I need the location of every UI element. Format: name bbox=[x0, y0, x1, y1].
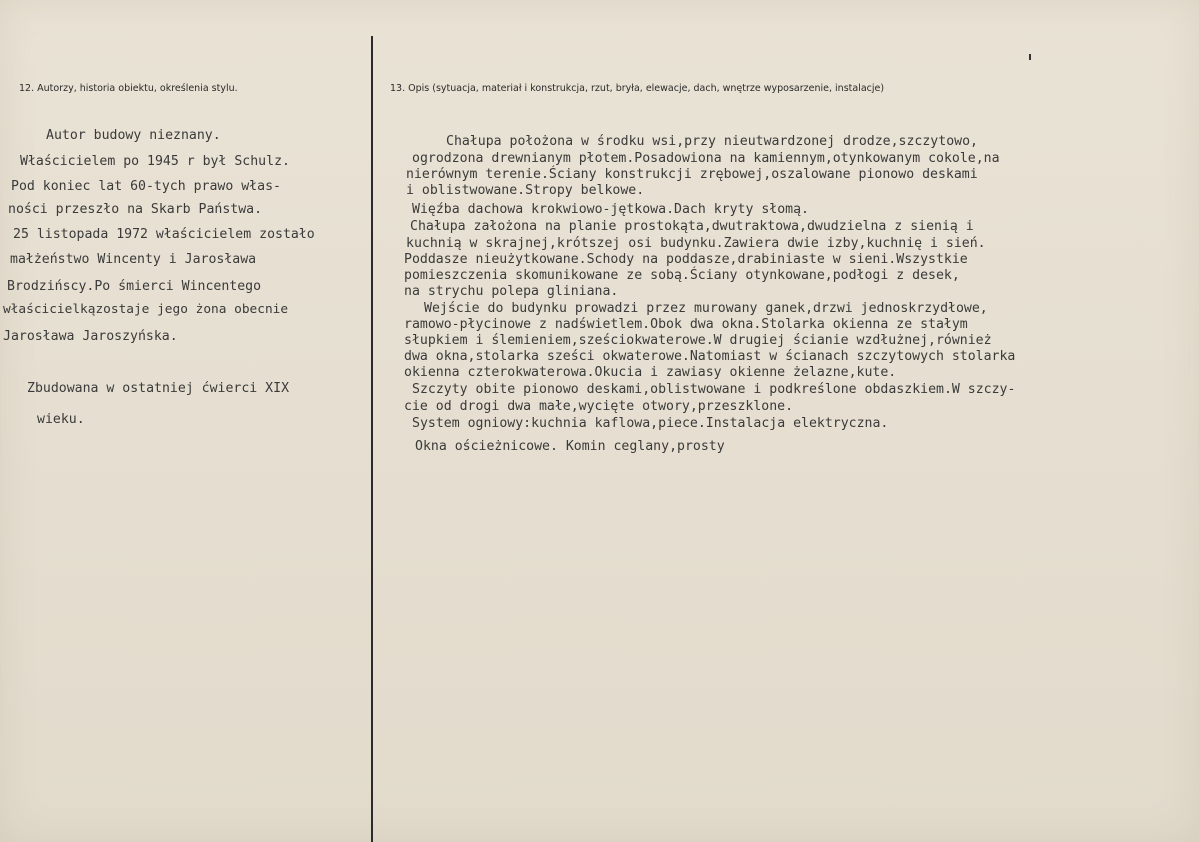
section-13-line: Chałupa położona w środku wsi,przy nieutwardzonej drodze,szczytowo, bbox=[446, 134, 978, 149]
section-12-header: 12. Autorzy, historia obiektu, określenia stylu. bbox=[19, 83, 238, 94]
section-13-line: ogrodzona drewnianym płotem.Posadowiona na kamiennym,otynkowanym cokole,na bbox=[412, 151, 1000, 166]
section-13-line: Okna ościeżnicowe. Komin ceglany,prosty bbox=[415, 439, 725, 454]
section-12-line: Jarosława Jaroszyńska. bbox=[3, 329, 178, 344]
section-12-line: Autor budowy nieznany. bbox=[46, 128, 221, 143]
column-divider bbox=[371, 36, 373, 842]
section-13-line: System ogniowy:kuchnia kaflowa,piece.Instalacja elektryczna. bbox=[412, 416, 889, 431]
section-13-line: Poddasze nieużytkowane.Schody na poddasze,drabiniaste w sieni.Wszystkie bbox=[404, 252, 968, 267]
section-13-line: Wejście do budynku prowadzi przez murowany ganek,drzwi jednoskrzydłowe, bbox=[424, 301, 988, 316]
section-13-line: na strychu polepa gliniana. bbox=[404, 284, 619, 299]
section-12-line: wieku. bbox=[37, 412, 85, 427]
section-12-line: właścicielkązostaje jego żona obecnie bbox=[3, 302, 289, 317]
section-13-line: Więźba dachowa krokwiowo-jętkowa.Dach kryty słomą. bbox=[412, 202, 809, 217]
section-13-line: Szczyty obite pionowo deskami,oblistwowane i podkreślone obdaszkiem.W szczy- bbox=[412, 382, 1016, 397]
section-12-line: ności przeszło na Skarb Państwa. bbox=[8, 202, 263, 217]
section-13-line: okienna czterokwaterowa.Okucia i zawiasy okienne żelazne,kute. bbox=[404, 365, 897, 380]
section-13-line: i oblistwowane.Stropy belkowe. bbox=[406, 183, 645, 198]
section-12-line: Właścicielem po 1945 r był Schulz. bbox=[20, 154, 290, 169]
section-12-line: Pod koniec lat 60-tych prawo włas- bbox=[11, 179, 281, 194]
section-13-line: Chałupa założona na planie prostokąta,dwutraktowa,dwudzielna z sienią i bbox=[410, 219, 974, 234]
section-13-line: nierównym terenie.Ściany konstrukcji zrębowej,oszalowane pionowo deskami bbox=[406, 167, 978, 182]
pencil-mark bbox=[1029, 54, 1031, 60]
section-13-line: ramowo-płycinowe z nadświetlem.Obok dwa okna.Stolarka okienna ze stałym bbox=[404, 317, 968, 332]
section-12-line: Zbudowana w ostatniej ćwierci XIX bbox=[27, 381, 290, 396]
section-12-line: małżeństwo Wincenty i Jarosława bbox=[10, 252, 257, 267]
section-13-line: dwa okna,stolarka sześci okwaterowe.Natomiast w ścianach szczytowych stolarka bbox=[404, 349, 1016, 364]
section-13-header: 13. Opis (sytuacja, materiał i konstrukcja, rzut, bryła, elewacje, dach, wnętrze wyposarzenie, instalacje) bbox=[390, 83, 885, 94]
section-13-line: cie od drogi dwa małe,wycięte otwory,przeszklone. bbox=[404, 399, 794, 414]
section-13-line: słupkiem i ślemieniem,sześciokwaterowe.W drugiej ścianie wzdłużnej,również bbox=[404, 333, 992, 348]
section-13-line: kuchnią w skrajnej,krótszej osi budynku.Zawiera dwie izby,kuchnię i sień. bbox=[406, 236, 986, 251]
section-12-line: Brodzińscy.Po śmierci Wincentego bbox=[7, 279, 262, 294]
section-12-line: 25 listopada 1972 właścicielem zostało bbox=[13, 227, 315, 242]
section-13-line: pomieszczenia skomunikowane ze sobą.Ściany otynkowane,podłogi z desek, bbox=[404, 268, 960, 283]
